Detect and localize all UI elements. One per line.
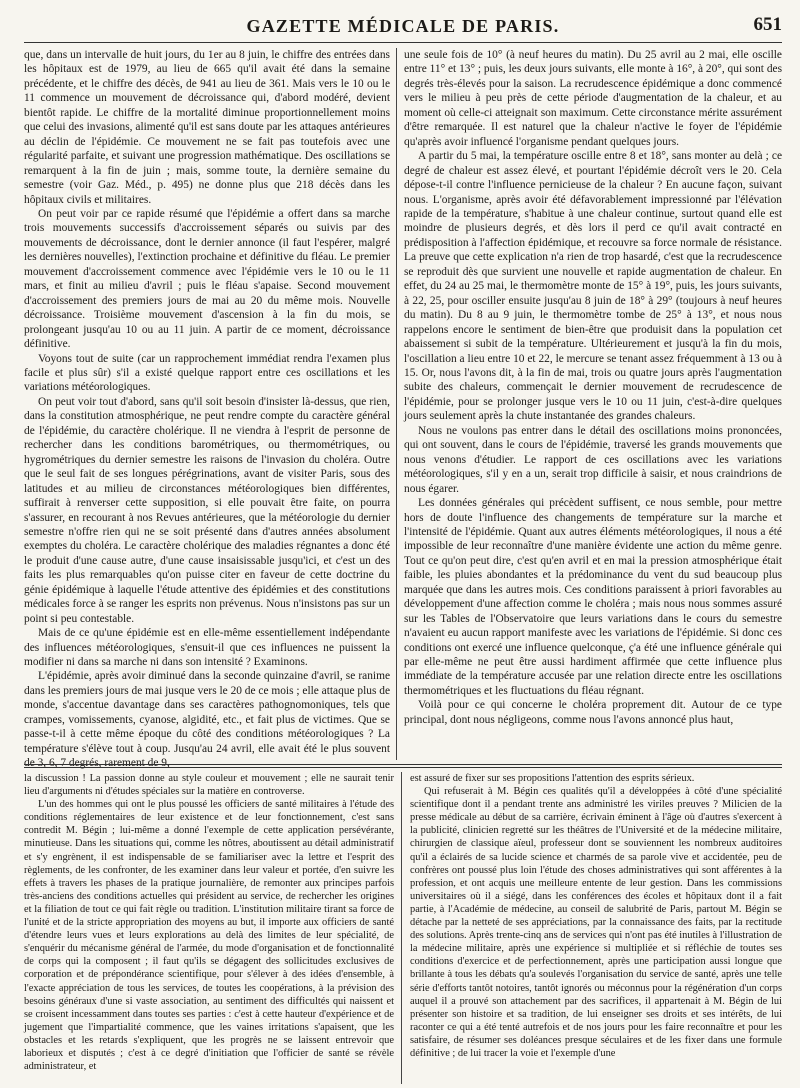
feuilleton-paragraph: la discussion ! La passion donne au style couleur et mouvement ; elle ne saurait tenir lieu d'arguments ni d'études spéciales sur la matière en controverse.: [24, 773, 394, 798]
article-paragraph: On peut voir par ce rapide résumé que l'épidémie a offert dans sa marche trois mouvements successifs d'accroissement séparés ou suivis par des mouvements de décroissance, dont le dernier annonce (il faut l'espérer, malgré les dernières nouvelles), l'extinction prochaine et définitive du fléau. Le premier mouvement d'accroissement commence avec l'épidémie vers le 10 ou le 11 mars, et finit au milieu d'avril ; puis le fléau s'apaise. Second mouvement d'accroissement des premiers jours de mai au 20 du même mois. Nouvelle décroissance. Troisième mouvement d'ascension à la fin du mois, se prolongeant jusqu'au 10 ou au 11 juin. A partir de ce moment, décroissance définitive.: [24, 207, 390, 351]
journal-title: GAZETTE MÉDICALE DE PARIS.: [246, 16, 560, 36]
article-paragraph: Nous ne voulons pas entrer dans le détail des oscillations moins prononcées, qui ont souvent, dans le cours de l'épidémie, traversé les grands mouvements que nous venons d'étudier. Le rapport de ces oscillations avec les variations météorologiques, s'il y en a un, serait trop difficile à saisir, et nous craindrions de nous égarer.: [404, 424, 782, 495]
article-paragraph: une seule fois de 10° (à neuf heures du matin). Du 25 avril au 2 mai, elle oscille entre 11° et 13° ; puis, les deux jours suivants, elle monte à 16°, à 20°, qui sont des degrés très-élevés pour la saison. La recrudescence épidémique a donc commencé vers le milieu à peu près de cette période d'augmentation de la chaleur, et au moment où celle-ci atteignait son maximum. Cette circonstance mérite assurément d'être remarquée. Il est naturel que la chaleur n'active le foyer de l'épidémie qu'après avoir influencé l'organisme pendant quelques jours.: [404, 49, 782, 148]
page-number: 651: [753, 14, 782, 35]
article-paragraph: L'épidémie, après avoir diminué dans la seconde quinzaine d'avril, se ranime dans les premiers jours de mai jusque vers le 20 de ce mois ; elle attaque plus de monde, s'accentue davantage dans ses caractères pathognomoniques, tels que crampes, vomissements, cyanose, algidité, etc., et fait plus de victimes. Que se passe-t-il à cette même époque du côté des conditions météorologiques ? La température s'élève tout à coup. Jusqu'au 24 avril, elle avait été le plus souvent de 3, 6, 7 degrés, rarement de 9,: [24, 670, 390, 770]
article-paragraph: que, dans un intervalle de huit jours, du 1er au 8 juin, le chiffre des entrées dans les hôpitaux est de 1979, au lieu de 665 qu'il avait été dans la semaine précédente, et le chiffre des décès, de 941 au lieu de 361. Mais vers le 10 ou le 11 commence un mouvement de décroissance qui, d'abord modéré, devient bientôt rapide. Le chiffre de la mortalité diminue proportionnellement moins que celui des invasions, alimenté qu'il est sans doute par les attaques antérieures au déclin de l'épidémie. Ce mouvement ne se fait pas toutefois avec une régularité parfaite, et suivant une progression mathématique. Des oscillations se remarquent à la fin de juin ; mais, somme toute, la dernière semaine du semestre (voir Gaz. Méd., p. 495) ne donne plus que 218 décès dans les hôpitaux civils et militaires.: [24, 49, 390, 206]
article-paragraph: Voyons tout de suite (car un rapprochement immédiat rendra l'examen plus facile et plus sûr) s'il a existé quelque rapport entre ces oscillations et les variations météorologiques.: [24, 352, 390, 394]
page-header: [24, 14, 782, 43]
article-column-left: [24, 48, 390, 770]
article-paragraph: Voilà pour ce qui concerne le choléra proprement dit. Autour de ce type principal, dont nous négligeons, comme nous l'avons annoncé plus haut,: [404, 699, 782, 726]
article-column-right: [404, 48, 782, 760]
feuilleton-column-left: [24, 772, 394, 1084]
feuilleton-column-right: [410, 772, 782, 1084]
article-paragraph: Les données générales qui précèdent suffisent, ce nous semble, pour mettre hors de doute l'influence des changements de température sur la marche et l'intensité de l'épidémie. Quant aux autres éléments météorologiques, il nous a été impossible de leur reconnaître d'une manière évidente une action du même genre. Tout ce qu'on peut dire, c'est qu'en avril et en mai la pression atmosphérique était faible, les pluies abondantes et la prédominance du vent du sud beaucoup plus marquée que dans les autres mois. Ces conditions paraissent à priori favorables au développement d'une affection comme le choléra ; mais nous nous sommes assuré sur les Tables de l'Observatoire que leurs variations dans le cours du semestre n'avaient eu aucun rapport manifeste avec les variations de l'épidémie. Si donc ces conditions ont exercé une influence quelconque, ç'a été une influence générale qui par elle-même ne peut être aussi hardiment affirmée que cette influence plus immédiate de la température accusée par une relation directe entre les oscillations thermométriques et les fluctuations du fléau régnant.: [404, 497, 782, 697]
article-paragraph: A partir du 5 mai, la température oscille entre 8 et 18°, sans monter au delà ; ce degré de chaleur est assez élevé, et pourtant l'épidémie décroît vers le 20. Cela dépose-t-il contre l'influence pernicieuse de la chaleur ? En aucune façon, suivant nous. L'organisme, après avoir été défavorablement impressionné par l'élévation rapide de la température, s'habitue à une chaleur continue, surtout quand elle est moindre de plusieurs degrés, et dès lors il perd ce qu'il avait contracté en prédisposition à l'affection épidémique, et recouvre sa force normale de résistance. La preuve que cette explication n'a rien de trop hasardé, c'est que la recrudescence se reproduit dès que survient une nouvelle et rapide augmentation de chaleur. En effet, du 24 au 25 mai, le thermomètre monte de 15° à 19°, puis, les jours suivants, à 22, 25, pour osciller ensuite jusqu'au 8 juin de 18° à 29° (toujours à neuf heures du matin). Du 8 au 9 juin, le thermomètre tombe de 25° à 13°, et nous nous rappelons encore le sentiment de bien-être que produisit dans la population cet abaissement si subit de la température. Ultérieurement et jusqu'à la fin du mois, l'oscillation a lieu entre 10 et 22, le mercure se tenant assez fréquemment à 13 ou à 15. Or, nous l'avons dit, à la fin de mai, trois ou quatre jours après l'augmentation subite des chaleurs, commençait le dernier mouvement de recrudescence de l'épidémie, pour se prolonger jusque vers le 10 ou 11 juin, c'est-à-dire quelques jours seulement après la chute instantanée des grandes chaleurs.: [404, 150, 782, 423]
feuilleton-paragraph: est assuré de fixer sur ses propositions l'attention des esprits sérieux.: [410, 773, 695, 784]
article-paragraph: On peut voir tout d'abord, sans qu'il soit besoin d'insister là-dessus, que rien, dans la constitution atmosphérique, ne peut rendre compte du caractère général de l'épidémie, du caractère cholérique. Il ne viendra à l'esprit de personne de rechercher dans les conditions barométriques, ou thermométriques, ou hygrométriques du dernier semestre les raisons de l'invasion du choléra. Outre que le seul fait de ses longues pérégrinations, avant de visiter Paris, sous des latitudes et au milieu de circonstances météorologiques bien différentes, suffirait à renverser cette supposition, si elle pouvait être faite, on pourra s'assurer, en recourant à nos Revues antérieures, que la météorologie du dernier semestre n'offre rien qui ne se soit présenté dans d'autres années absolument exemptes du choléra. Le caractère cholérique des maladies régnantes a donc été le produit d'une cause autre, d'une cause insaisissable jusqu'ici, et c'est un des faits les plus remarquables qu'on puisse citer en faveur de cette doctrine du génie épidémique à laquelle l'étude attentive des épidémies et des constitutions médicales force à se ranger les esprits non prévenus. Nous n'insistons pas sur un point si peu contestable.: [24, 395, 390, 625]
feuilleton-divider: [24, 764, 782, 768]
column-divider: [396, 48, 397, 760]
column-divider: [401, 772, 402, 1084]
feuilleton-paragraph: Qui refuserait à M. Bégin ces qualités qu'il a développées à côté d'une spécialité scientifique dont il a pendant trente ans administré les viriles preuves ? Milicien de la presse médicale au début de sa carrière, écrivain éminent à l'âge où d'autres s'exercent à la publicité, clinicien regretté sur les théâtres de l'Université et de la médecine militaire, chirurgien de classique aïeul, professeur dont se souviennent les nombreux auditoires qu'il a éclairés de sa lucide science et charmés de sa parole vive et accidentée, peu de confrères ont poussé plus loin l'étude des choses administratives qui sont afférentes à la profession, et ont acquis une meilleure entente de leur gestion. Dans les commissions universitaires où il a siégé, dans les conférences des écoles et hôpitaux dont il a fait partie, à l'Académie de médecine, au conseil de salubrité de Paris, partout M. Bégin se détache par la netteté de ses appréciations, par la connaissance des faits, par la rectitude des solutions. Après trente-cinq ans de services qui n'ont pas été inutiles à l'illustration de la médecine militaire, après une expérience si multipliée et si réfléchie de toutes ses conditions d'exercice et de perfectionnement, après une participation aussi longue que brillante à tous les débats qu'a soulevés l'organisation du service de santé, après une telle série d'efforts tantôt notoires, tantôt ignorés ou méconnus pour la régénération d'un corps auquel il a prouvé son attachement par des sacrifices, il appartenait à M. Bégin de lui présenter son histoire et sa tradition, de lui enseigner ses droits et ses intérêts, de lui raconter ce qui a été tenté autrefois et de nos jours pour les faire reconnaître et pour les satisfaire, de résumer ses doléances presque séculaires et de les fixer dans une formule définitive ; de lui tracer la voie et l'exemple d'une: [410, 786, 782, 1059]
feuilleton-paragraph: L'un des hommes qui ont le plus poussé les officiers de santé militaires à l'étude des conditions réglementaires de leur existence et de leur fonctionnement, c'est sans contredit M. Bégin ; lui-même a donné l'exemple de cette application persévérante, minutieuse. Dans les situations qui, comme les nôtres, aboutissent au détail administratif et s'y engrènent, il est indispensable de se familiariser avec la lettre et l'esprit des règlements, de les confronter, de les examiner dans leur valeur et portée, d'en suivre les effets à travers les phases de la pratique journalière, de remonter aux principes parfois très-anciens des conditions actuelles qui président au service, de rechercher les origines et la filiation de tout ce qui fait règle ou tradition. L'institution militaire tirant sa force de l'unité et de la stricte appropriation des moyens au but, il importe aux officiers de santé d'étendre leurs vues et leurs explorations au delà des limites de leur spécialité, de s'enquérir du mécanisme général de l'armée, du mode d'organisation et de fonctionnalité de corps qui la composent ; il faut qu'ils se dégagent des sollicitudes exclusives de corporation et de prépondérance scientifique, pour s'élever à des idées d'ensemble, à l'exacte appréciation de tous les services, de toutes les coopérations, à la prévision des besoins généraux d'une si vaste association, au sentiment des difficultés qui naissent et se croisent incessamment dans toutes ses parties : c'est à cette hauteur d'expérience et de jugement que l'impartialité commence, que les vaines irritations s'apaisent, que les obstacles et les retards s'expliquent, que les progrès ne se laissent entrevoir que laborieux et disputés ; c'est à ce degré d'initiation que l'officier de santé se révèle administrateur, et: [24, 799, 394, 1073]
article-paragraph: Mais de ce qu'une épidémie est en elle-même essentiellement indépendante des influences météorologiques, s'ensuit-il que ces influences ne puissent la modifier ni dans sa marche ni dans son intensité ? Examinons.: [24, 627, 390, 669]
